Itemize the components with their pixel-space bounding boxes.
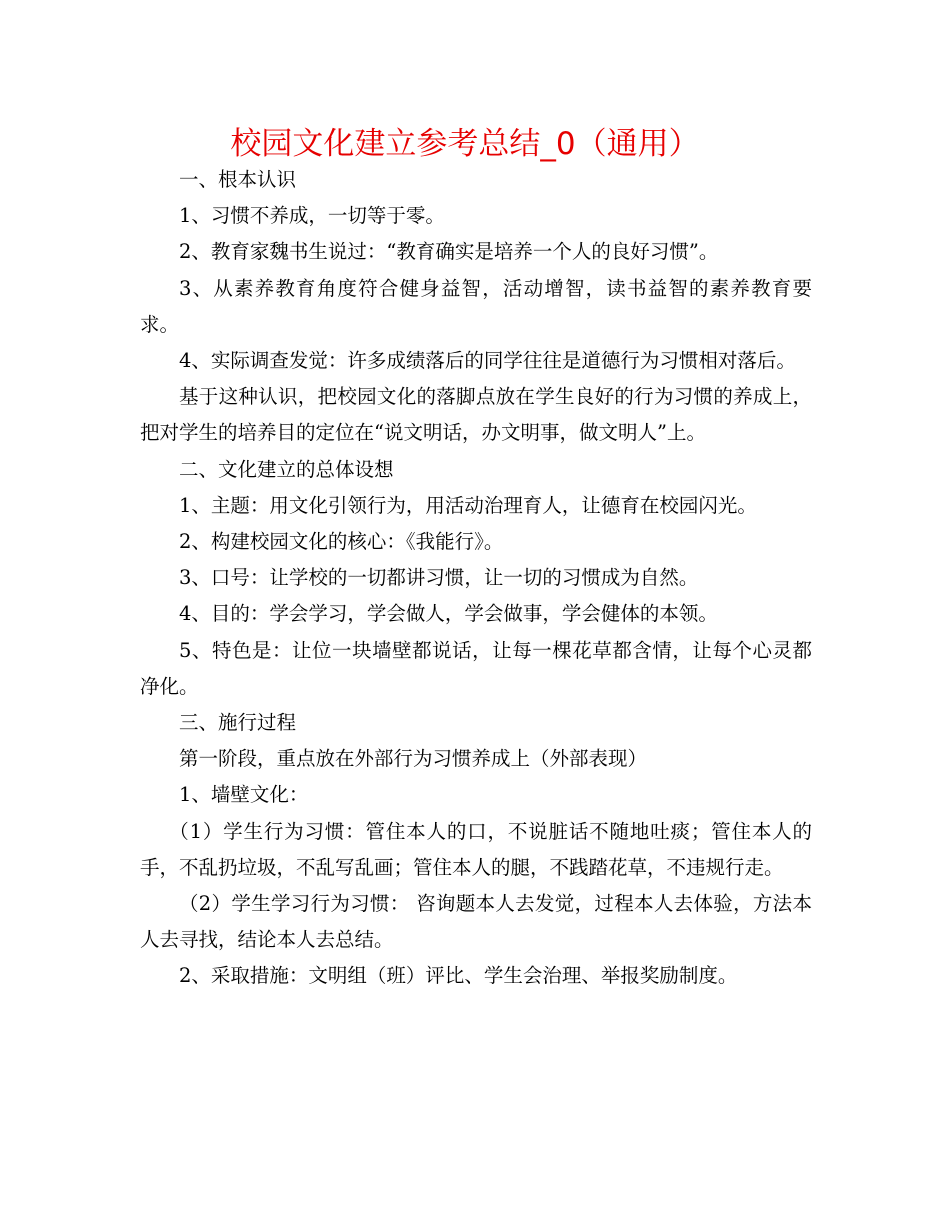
paragraph-learning-habits: （2）学生学习行为习惯： 咨询题本人去发觉，过程本人去体验，方法本人去寻找，结论本人去总结。: [140, 892, 812, 952]
paragraph-core: 2、构建校园文化的核心：《我能行》。: [179, 530, 504, 554]
paragraph-goal: 4、目的：学会学习，学会做人，学会做事，学会健体的本领。: [179, 602, 718, 626]
paragraph-behavior-habits: （1）学生行为习惯：管住本人的口，不说脏话不随地吐痰；管住本人的手，不乱扔垃圾，不乱写乱画；管住本人的腿，不践踏花草，不违规行走。: [140, 819, 812, 879]
paragraph-measures: 2、采取措施：文明组（班）评比、学生会治理、举报奖励制度。: [179, 964, 738, 988]
section-heading-implementation: 三、施行过程: [179, 711, 297, 735]
section-heading-overall-plan: 二、文化建立的总体设想: [179, 457, 394, 481]
paragraph-item-1: 1、习惯不养成，一切等于零。: [179, 204, 445, 228]
paragraph-stage-one: 第一阶段，重点放在外部行为习惯养成上（外部表现）: [179, 747, 648, 771]
paragraph-item-2: 2、教育家魏书生说过：“教育确实是培养一个人的良好习惯”。: [179, 240, 719, 264]
document-title: 校园文化建立参考总结_0（通用）: [230, 126, 700, 162]
paragraph-feature: 5、特色是：让位一块墙壁都说话，让每一棵花草都含情，让每个心灵都净化。: [140, 638, 812, 698]
paragraph-theme: 1、主题：用文化引领行为，用活动治理育人，让德育在校园闪光。: [179, 493, 757, 517]
paragraph-item-3: 3、从素养教育角度符合健身益智，活动增智，读书益智的素养教育要求。: [140, 276, 812, 336]
paragraph-slogan: 3、口号：让学校的一切都讲习惯，让一切的习惯成为自然。: [179, 566, 699, 590]
section-heading-basic-understanding: 一、根本认识: [179, 168, 297, 191]
paragraph-wall-culture: 1、墙壁文化：: [179, 783, 309, 807]
document-body: [140, 162, 812, 995]
paragraph-summary: 基于这种认识，把校园文化的落脚点放在学生良好的行为习惯的养成上，把对学生的培养目的定位在“说文明话，办文明事，做文明人”上。: [140, 385, 812, 445]
paragraph-item-4: 4、实际调查发觉：许多成绩落后的同学往往是道德行为习惯相对落后。: [179, 349, 796, 373]
